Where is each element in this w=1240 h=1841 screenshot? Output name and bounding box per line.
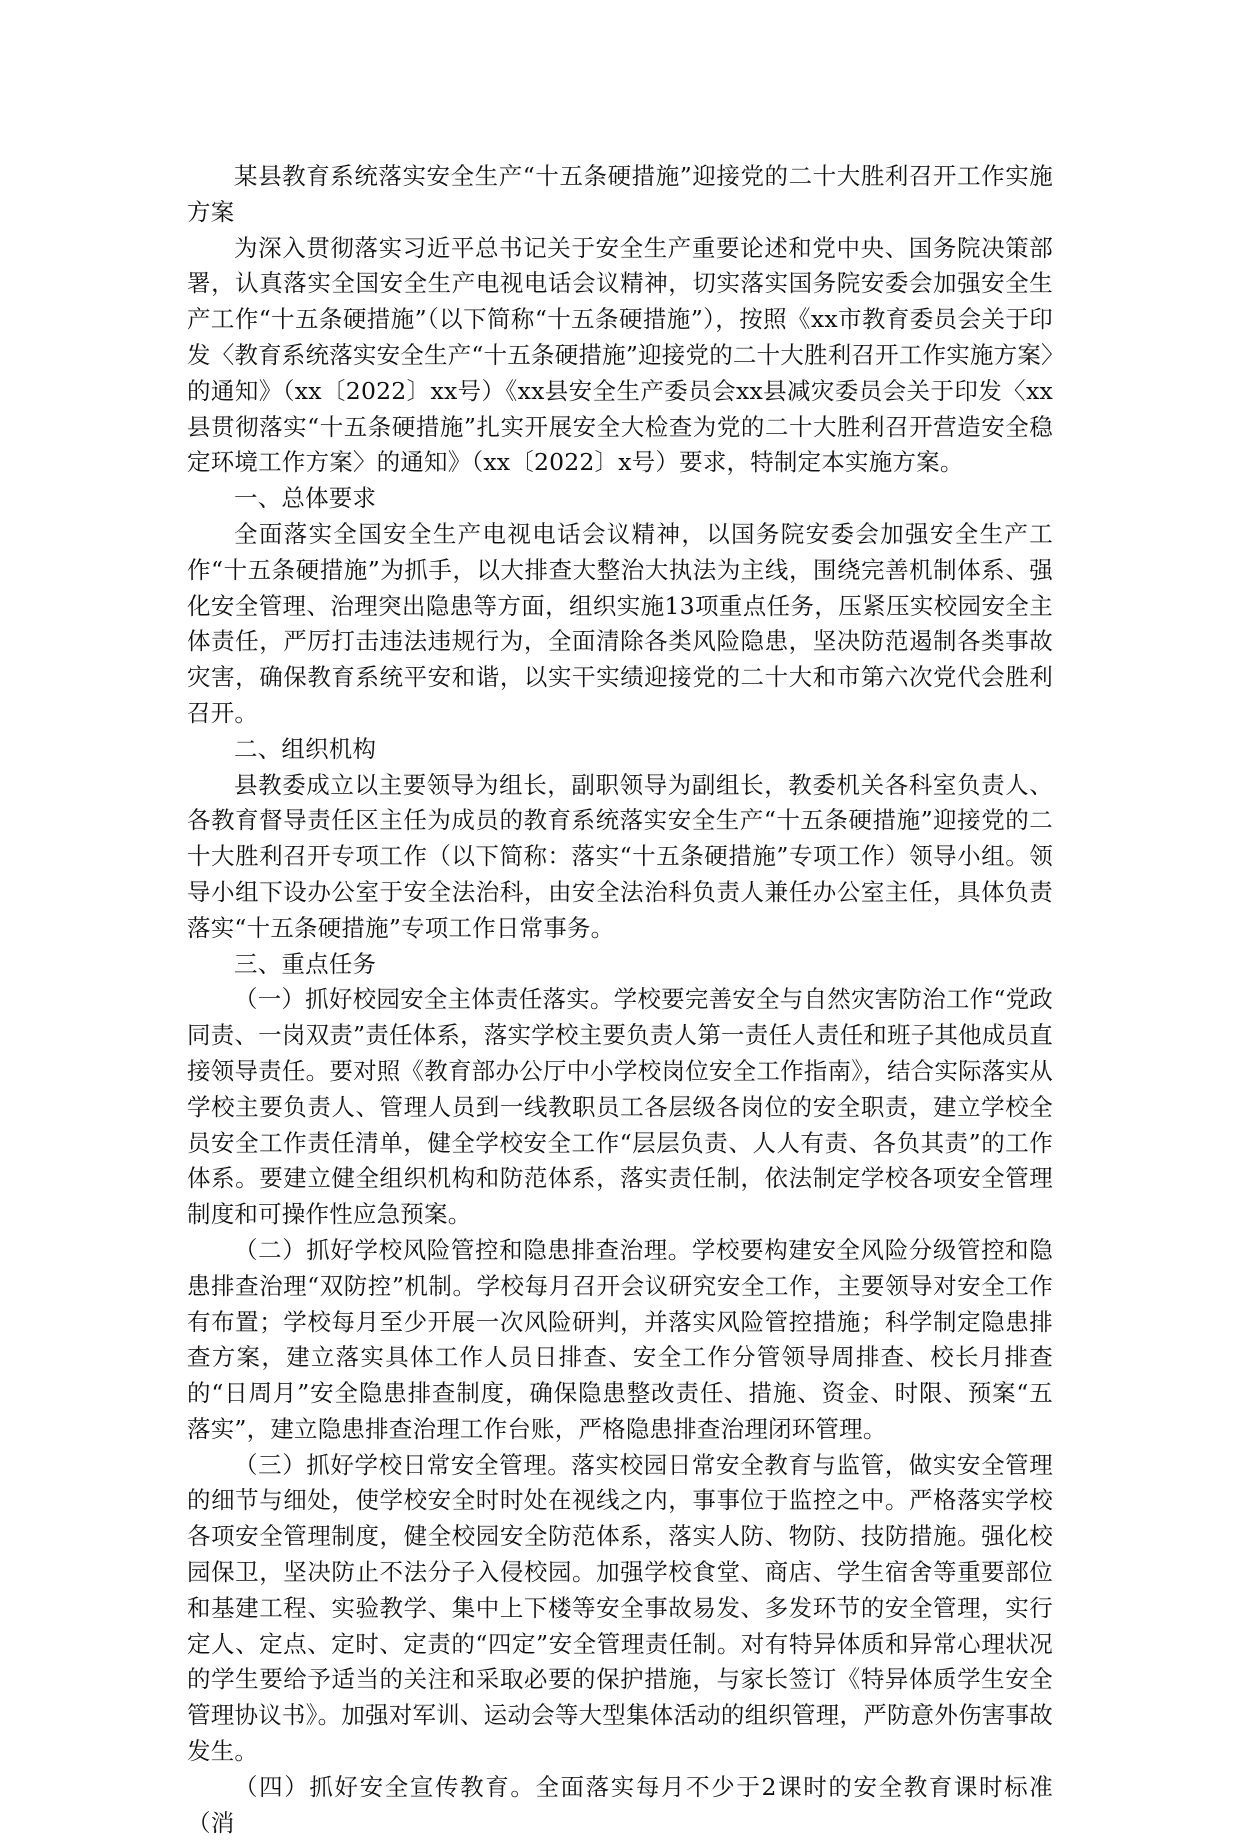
section-body-organization: 县教委成立以主要领导为组长，副职领导为副组长，教委机关各科室负责人、各教育督导责任区主任为成员的教育系统落实安全生产“十五条硬措施”迎接党的二十大胜利召开专项工作（以下简称：落实“十五条硬措施”专项工作）领导小组。领导小组下设办公室于安全法治科，由安全法治科负责人兼任办公室主任，具体负责落实“十五条硬措施”专项工作日常事务。 [187, 770, 1053, 942]
section-body-overall-requirements: 全面落实全国安全生产电视电话会议精神，以国务院安委会加强安全生产工作“十五条硬措施”为抓手，以大排查大整治大执法为主线，围绕完善机制体系、强化安全管理、治理突出隐患等方面，组织实施13项重点任务，压紧压实校园安全主体责任，严厉打击违法违规行为，全面清除各类风险隐患，坚决防范遏制各类事故灾害，确保教育系统平安和谐，以实干实绩迎接党的二十大和市第六次党代会胜利召开。 [187, 519, 1053, 727]
section-heading-organization: 二、组织机构 [234, 734, 377, 763]
task-paragraph-1: （一）抓好校园安全主体责任落实。学校要完善安全与自然灾害防治工作“党政同责、一岗双责”责任体系，落实学校主要负责人第一责任人责任和班子其他成员直接领导责任。要对照《教育部办公厅中小学校岗位安全工作指南》，结合实际落实从学校主要负责人、管理人员到一线教职员工各层级各岗位的安全职责，建立学校全员安全工作责任清单，健全学校安全工作“层层负责、人人有责、各负其责”的工作体系。要建立健全组织机构和防范体系，落实责任制，依法制定学校各项安全管理制度和可操作性应急预案。 [187, 985, 1053, 1229]
section-heading-overall-requirements: 一、总体要求 [234, 484, 377, 513]
intro-paragraph: 为深入贯彻落实习近平总书记关于安全生产重要论述和党中央、国务院决策部署，认真落实全国安全生产电视电话会议精神，切实落实国务院安委会加强安全生产工作“十五条硬措施”（以下简称“十五条硬措施”），按照《xx市教育委员会关于印发〈教育系统落实安全生产“十五条硬措施”迎接党的二十大胜利召开工作实施方案〉的通知》（xx〔2022〕xx号）《xx县安全生产委员会xx县减灾委员会关于印发〈xx县贯彻落实“十五条硬措施”扎实开展安全大检查为党的二十大胜利召开营造安全稳定环境工作方案〉的通知》（xx〔2022〕x号）要求，特制定本实施方案。 [187, 233, 1053, 477]
task-paragraph-4: （四）抓好安全宣传教育。全面落实每月不少于2课时的安全教育课时标准（消 [187, 1772, 1053, 1837]
section-heading-key-tasks: 三、重点任务 [234, 949, 377, 978]
task-paragraph-3: （三）抓好学校日常安全管理。落实校园日常安全教育与监管，做实安全管理的细节与细处，使学校安全时时处在视线之内，事事位于监控之中。严格落实学校各项安全管理制度，健全校园安全防范体系，落实人防、物防、技防措施。强化校园保卫，坚决防止不法分子入侵校园。加强学校食堂、商店、学生宿舍等重要部位和基建工程、实验教学、集中上下楼等安全事故易发、多发环节的安全管理，实行定人、定点、定时、定责的“四定”安全管理责任制。对有特异体质和异常心理状况的学生要给予适当的关注和采取必要的保护措施，与家长签订《特异体质学生安全管理协议书》。加强对军训、运动会等大型集体活动的组织管理，严防意外伤害事故发生。 [187, 1450, 1053, 1766]
task-paragraph-2: （二）抓好学校风险管控和隐患排查治理。学校要构建安全风险分级管控和隐患排查治理“双防控”机制。学校每月召开会议研究安全工作，主要领导对安全工作有布置；学校每月至少开展一次风险研判，并落实风险管控措施；科学制定隐患排查方案，建立落实具体工作人员日排查、安全工作分管领导周排查、校长月排查的“日周月”安全隐患排查制度，确保隐患整改责任、措施、资金、时限、预案“五落实”，建立隐患排查治理工作台账，严格隐患排查治理闭环管理。 [187, 1235, 1053, 1443]
document-body [187, 159, 1053, 1841]
document-title: 某县教育系统落实安全生产“十五条硬措施”迎接党的二十大胜利召开工作实施方案 [187, 162, 1053, 226]
